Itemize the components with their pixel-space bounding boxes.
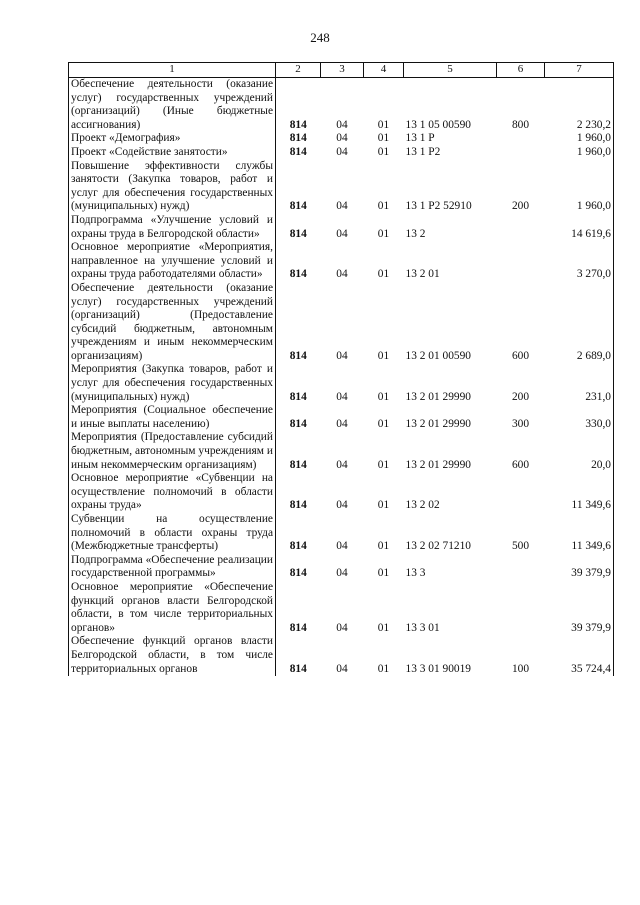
column-header: 1 xyxy=(69,63,276,78)
amount-value: 20,0 xyxy=(545,431,614,472)
item-name-cell xyxy=(69,513,276,554)
ministry-code: 814 xyxy=(289,118,307,131)
subsection-code: 01 xyxy=(377,567,390,580)
expense-type-code: 200 xyxy=(511,390,530,403)
amount-value: 11 349,6 xyxy=(545,513,614,554)
expense-type-code xyxy=(497,472,545,513)
target-article-code: 13 2 01 29990 xyxy=(405,390,471,403)
table-row xyxy=(69,146,614,160)
table-row xyxy=(69,160,614,214)
item-name-cell xyxy=(69,472,276,513)
page-number: 248 xyxy=(310,30,330,45)
subsection-code: 01 xyxy=(377,458,390,471)
expense-type-code: 100 xyxy=(511,662,530,675)
subsection-code: 01 xyxy=(377,621,390,634)
item-name: Обеспечение деятельности (оказание услуг) государственных учреждений (организаций) (Иные бюджетные ассигнования) xyxy=(71,78,273,131)
item-name: Подпрограмма «Обеспечение реализации государственной программы» xyxy=(71,553,273,580)
ministry-code: 814 xyxy=(289,499,307,512)
expense-type-code xyxy=(497,554,545,581)
item-name: Проект «Демография» xyxy=(71,132,181,145)
item-name-cell xyxy=(69,146,276,160)
expense-type-code: 800 xyxy=(511,118,530,131)
amount-value: 1 960,0 xyxy=(545,160,614,214)
subsection-code: 01 xyxy=(377,499,390,512)
column-header: 5 xyxy=(404,63,497,78)
amount-value: 330,0 xyxy=(545,404,614,431)
table-row xyxy=(69,404,614,431)
target-article-code: 13 1 05 00590 xyxy=(405,118,471,131)
target-article-code: 13 2 01 29990 xyxy=(405,458,471,471)
ministry-code: 814 xyxy=(289,200,307,213)
subsection-code: 01 xyxy=(377,200,390,213)
subsection-code: 01 xyxy=(377,390,390,403)
subsection-code: 01 xyxy=(377,540,390,553)
expense-type-code xyxy=(497,241,545,282)
section-code: 04 xyxy=(336,499,348,512)
item-name: Основное мероприятие «Мероприятия, направленное на улучшение условий и охраны труда работодателями области» xyxy=(71,241,273,281)
item-name: Повышение эффективности службы занятости (Закупка товаров, работ и услуг для обеспечения государственных (муниципальных) нужд) xyxy=(71,159,273,213)
subsection-code: 01 xyxy=(377,132,390,145)
amount-value: 2 230,2 xyxy=(545,78,614,133)
table-row xyxy=(69,635,614,676)
budget-table xyxy=(68,62,614,676)
item-name: Мероприятия (Социальное обеспечение и иные выплаты населению) xyxy=(71,404,273,430)
section-code: 04 xyxy=(336,662,348,675)
target-article-code: 13 3 xyxy=(405,567,426,580)
target-article-code: 13 2 xyxy=(405,227,426,240)
item-name: Основное мероприятие «Обеспечение функций органов власти Белгородской области, в том числе территориальных органов» xyxy=(71,580,273,634)
expense-type-code xyxy=(497,214,545,241)
target-article-code: 13 3 01 90019 xyxy=(405,662,471,675)
ministry-code: 814 xyxy=(289,390,307,403)
expense-type-code xyxy=(497,146,545,160)
item-name: Мероприятия (Закупка товаров, работ и услуг для обеспечения государственных (муниципальных) нужд) xyxy=(71,363,273,403)
item-name-cell xyxy=(69,363,276,404)
amount-value: 1 960,0 xyxy=(545,146,614,160)
item-name: Проект «Содействие занятости» xyxy=(71,145,228,158)
item-name-cell xyxy=(69,132,276,146)
section-code: 04 xyxy=(336,567,348,580)
section-code: 04 xyxy=(336,540,348,553)
amount-value: 11 349,6 xyxy=(545,472,614,513)
item-name: Обеспечение функций органов власти Белгородской области, в том числе территориальных органов xyxy=(71,635,273,675)
target-article-code: 13 1 P xyxy=(405,132,435,145)
item-name-cell xyxy=(69,431,276,472)
subsection-code: 01 xyxy=(377,227,390,240)
item-name-cell xyxy=(69,554,276,581)
expense-type-code: 300 xyxy=(511,417,530,430)
table-row xyxy=(69,554,614,581)
amount-value: 2 689,0 xyxy=(545,282,614,364)
target-article-code: 13 2 02 xyxy=(405,499,440,512)
table-row xyxy=(69,132,614,146)
item-name-cell xyxy=(69,214,276,241)
table-row xyxy=(69,241,614,282)
table-row xyxy=(69,581,614,635)
expense-type-code xyxy=(497,132,545,146)
amount-value: 39 379,9 xyxy=(545,581,614,635)
subsection-code: 01 xyxy=(377,145,390,158)
amount-value: 14 619,6 xyxy=(545,214,614,241)
item-name-cell xyxy=(69,241,276,282)
table-row xyxy=(69,78,614,133)
expense-type-code: 600 xyxy=(511,349,530,362)
item-name-cell xyxy=(69,635,276,676)
item-name-cell xyxy=(69,581,276,635)
table-row xyxy=(69,363,614,404)
section-code: 04 xyxy=(336,118,348,131)
section-code: 04 xyxy=(336,458,348,471)
expense-type-code: 600 xyxy=(511,458,530,471)
column-number-row xyxy=(69,63,614,78)
subsection-code: 01 xyxy=(377,118,390,131)
ministry-code: 814 xyxy=(289,417,307,430)
section-code: 04 xyxy=(336,200,348,213)
ministry-code: 814 xyxy=(289,567,307,580)
table-row xyxy=(69,513,614,554)
ministry-code: 814 xyxy=(289,227,307,240)
item-name: Субвенции на осуществление полномочий в области охраны труда (Межбюджетные трансферты) xyxy=(71,513,273,553)
ministry-code: 814 xyxy=(289,458,307,471)
section-code: 04 xyxy=(336,268,348,281)
item-name-cell xyxy=(69,160,276,214)
target-article-code: 13 3 01 xyxy=(405,621,440,634)
table-row xyxy=(69,472,614,513)
subsection-code: 01 xyxy=(377,417,390,430)
ministry-code: 814 xyxy=(289,621,307,634)
expense-type-code: 200 xyxy=(511,200,530,213)
amount-value: 1 960,0 xyxy=(545,132,614,146)
target-article-code: 13 2 02 71210 xyxy=(405,540,471,553)
item-name-cell xyxy=(69,282,276,364)
column-header: 6 xyxy=(497,63,545,78)
table-row xyxy=(69,214,614,241)
section-code: 04 xyxy=(336,132,348,145)
table-body xyxy=(69,78,614,677)
column-header: 2 xyxy=(276,63,321,78)
column-header: 3 xyxy=(321,63,364,78)
ministry-code: 814 xyxy=(289,268,307,281)
column-header: 4 xyxy=(364,63,404,78)
target-article-code: 13 1 P2 xyxy=(405,145,441,158)
section-code: 04 xyxy=(336,145,348,158)
column-header: 7 xyxy=(545,63,614,78)
section-code: 04 xyxy=(336,390,348,403)
ministry-code: 814 xyxy=(289,540,307,553)
target-article-code: 13 1 P2 52910 xyxy=(405,200,472,213)
ministry-code: 814 xyxy=(289,662,307,675)
table-row xyxy=(69,282,614,364)
ministry-code: 814 xyxy=(289,145,307,158)
ministry-code: 814 xyxy=(289,132,307,145)
ministry-code: 814 xyxy=(289,349,307,362)
item-name: Основное мероприятие «Субвенции на осуществление полномочий в области охраны труда» xyxy=(71,472,273,512)
target-article-code: 13 2 01 xyxy=(405,268,440,281)
subsection-code: 01 xyxy=(377,349,390,362)
subsection-code: 01 xyxy=(377,268,390,281)
amount-value: 39 379,9 xyxy=(545,554,614,581)
amount-value: 3 270,0 xyxy=(545,241,614,282)
amount-value: 231,0 xyxy=(545,363,614,404)
table-row xyxy=(69,431,614,472)
item-name: Обеспечение деятельности (оказание услуг) государственных учреждений (организаций) (Предоставление субсидий бюджетным, автономным учреждениям и иным некоммерческим организациям) xyxy=(71,281,273,362)
target-article-code: 13 2 01 29990 xyxy=(405,417,471,430)
expense-type-code xyxy=(497,581,545,635)
target-article-code: 13 2 01 00590 xyxy=(405,349,471,362)
amount-value: 35 724,4 xyxy=(545,635,614,676)
item-name: Мероприятия (Предоставление субсидий бюджетным, автономным учреждениям и иным некоммерческим организациям) xyxy=(71,431,273,471)
item-name: Подпрограмма «Улучшение условий и охраны труда в Белгородской области» xyxy=(71,213,273,240)
expense-type-code: 500 xyxy=(511,540,530,553)
section-code: 04 xyxy=(336,417,348,430)
section-code: 04 xyxy=(336,349,348,362)
section-code: 04 xyxy=(336,621,348,634)
section-code: 04 xyxy=(336,227,348,240)
item-name-cell xyxy=(69,404,276,431)
subsection-code: 01 xyxy=(377,662,390,675)
item-name-cell xyxy=(69,78,276,133)
